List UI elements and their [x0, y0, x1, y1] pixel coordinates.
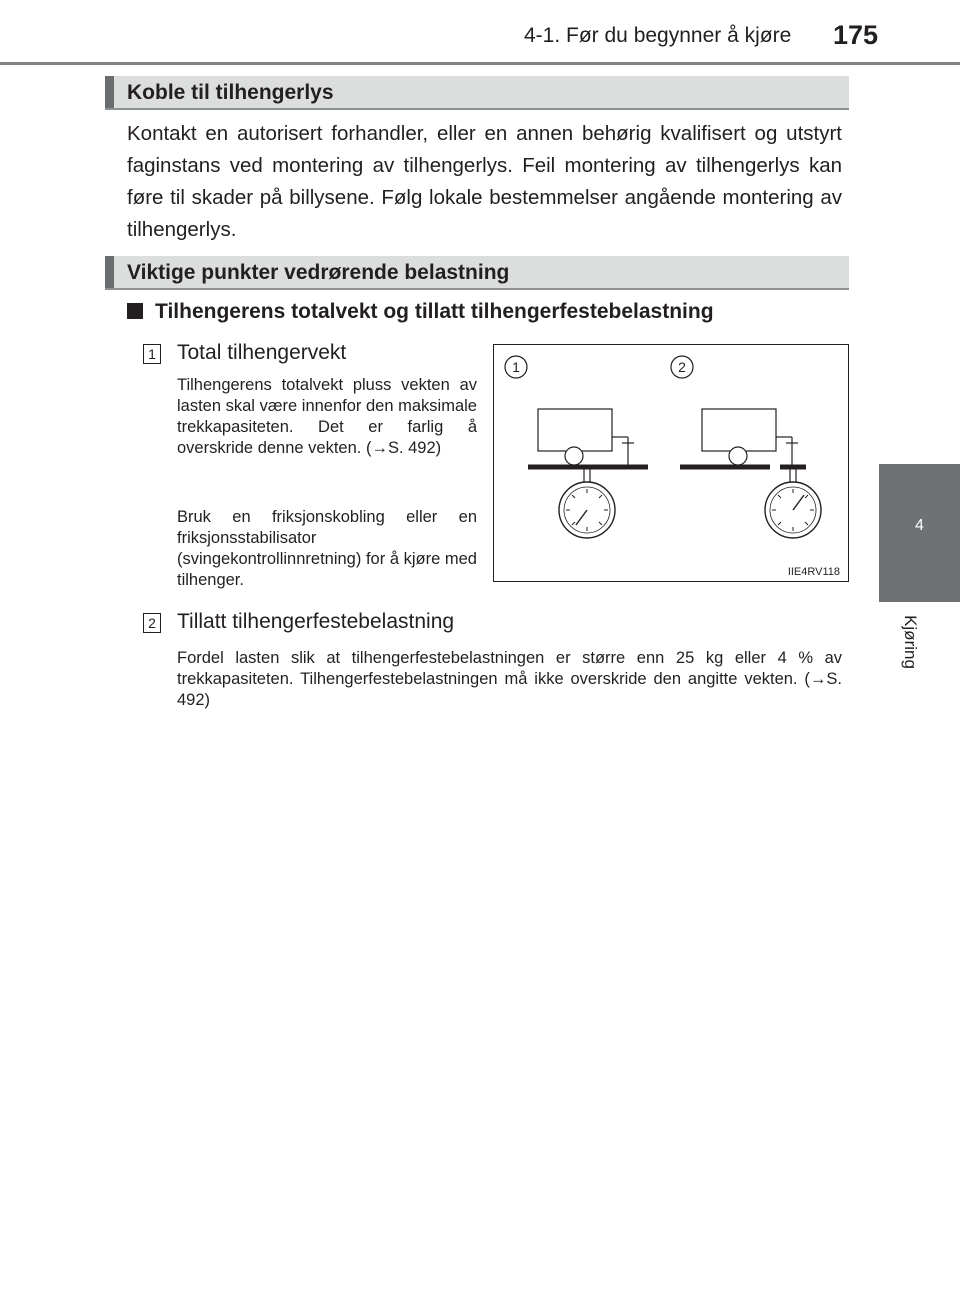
header-rule — [0, 62, 960, 65]
trailer-body-icon — [538, 409, 612, 451]
callout-2-label: 2 — [678, 359, 686, 375]
trailer-body-icon — [702, 409, 776, 451]
trailer-wheel-icon — [729, 447, 747, 465]
subheading — [127, 300, 714, 324]
item-title: Tillatt tilhengerfestebelastning — [177, 610, 455, 633]
section-body-text: Kontakt en autorisert forhandler, eller en annen behørig kvalifisert og utstyrt faginstans ved montering av tilhengerlys. Feil montering av tilhengerlys kan føre til skader på billysene. Følg lokale bestemmelser angående montering av tilhengerlys. — [127, 122, 842, 241]
chapter-number: 4 — [915, 517, 924, 534]
subheading-text: Tilhengerens totalvekt og tillatt tilhengerfestebelastning — [155, 300, 714, 323]
callout-1-label: 1 — [512, 359, 520, 375]
item-paragraph: Fordel lasten slik at tilhengerfestebelastningen er større enn 25 kg eller 4 % av trekkapasiteten. Tilhengerfestebelastningen må ikke overskride den angitte vekten. (→S. 492) — [177, 649, 842, 709]
item-paragraph: Tilhengerens totalvekt pluss vekten av lasten skal være innenfor den maksimale trekkapasiteten. Det er farlig å overskride denne vekten. (→S. 492) — [177, 376, 477, 457]
page-number: 175 — [833, 20, 879, 50]
section-title: Koble til tilhengerlys — [127, 81, 334, 104]
square-bullet-icon — [127, 303, 143, 319]
trailer-weight-illustration — [493, 344, 849, 582]
section-heading-trailer-lights — [105, 76, 849, 110]
trailer-scale-diagram — [494, 345, 848, 581]
item-number-badge: 2 — [143, 613, 161, 633]
section-title: Viktige punkter vedrørende belastning — [127, 261, 510, 284]
figure-code: IIE4RV118 — [787, 566, 840, 578]
trailer-wheel-icon — [565, 447, 583, 465]
section-heading-load-points — [105, 256, 849, 290]
chapter-tab — [879, 464, 960, 602]
item-number-badge: 1 — [143, 344, 161, 364]
item-paragraph: Bruk en friksjonskobling eller en friksjonsstabilisator (svingekontrollinnretning) for å kjøre med tilhenger. — [177, 508, 477, 589]
chapter-label: Kjøring — [901, 615, 920, 669]
item-title: Total tilhengervekt — [177, 341, 347, 364]
running-header: 4-1. Før du begynner å kjøre — [524, 24, 792, 47]
